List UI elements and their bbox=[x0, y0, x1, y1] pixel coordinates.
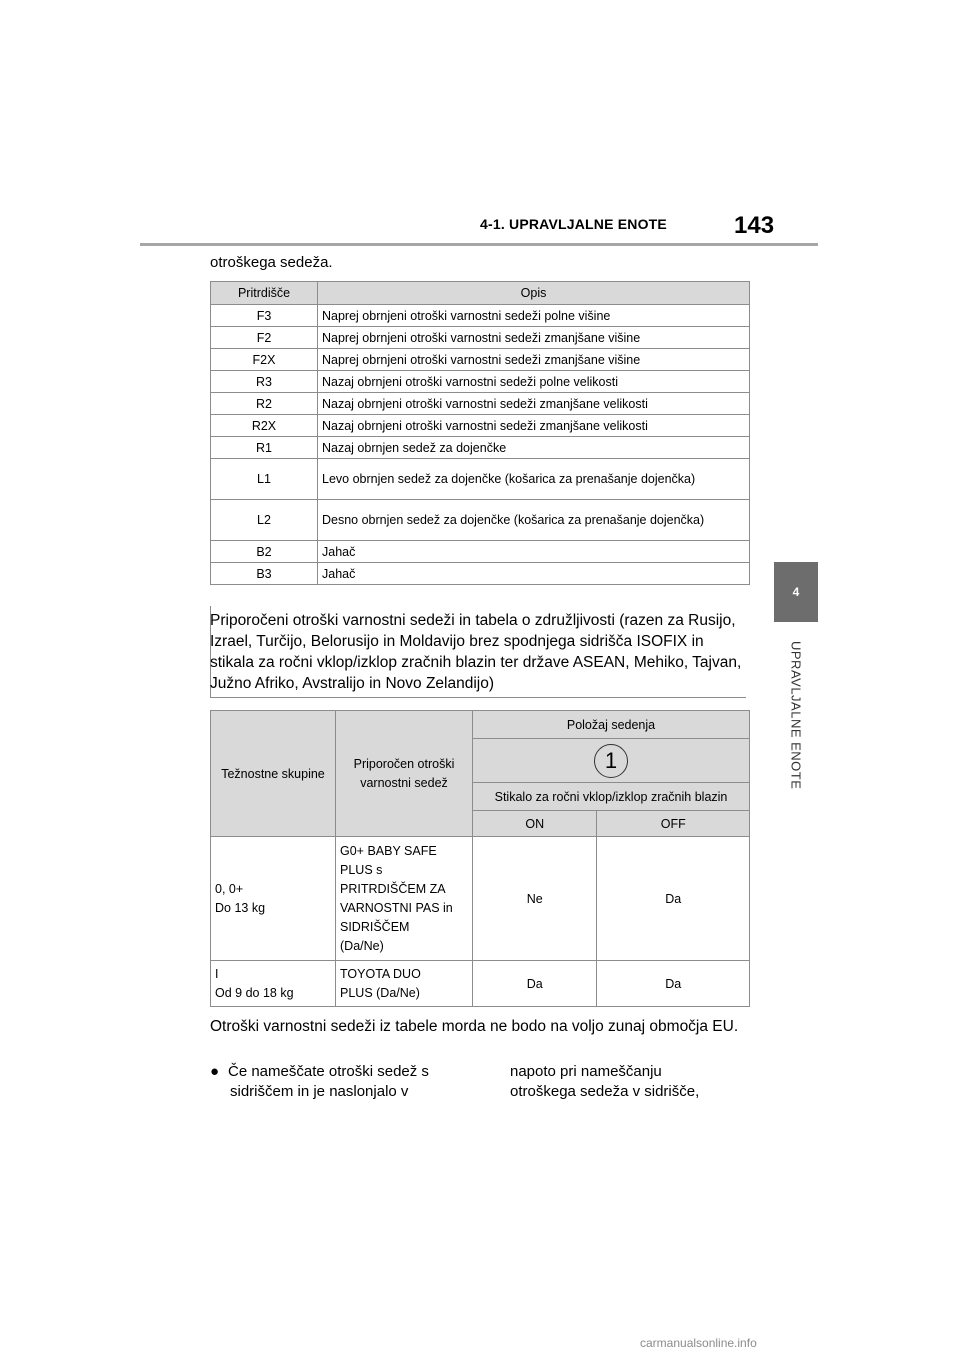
weight-group-class: I bbox=[215, 966, 219, 981]
table-row bbox=[211, 500, 750, 541]
compatibility-caption: Priporočeni otroški varnostni sedeži in tabela o združljivosti (razen za Rusijo, Izrael, Turčijo, Belorusijo in Moldavijo brez spodnjega sidrišča ISOFIX in stikala za ročni vklop/izklop zračnih blazin ter države ASEAN, Mehiko, Tajvan, Južno Afriko, Avstralijo in Novo Zelandijo) bbox=[210, 612, 742, 692]
seat-model-line: SIDRIŠČEM bbox=[340, 919, 410, 934]
seat-model-line: (Da/Ne) bbox=[340, 938, 384, 953]
bullet-column-left bbox=[210, 1062, 490, 1102]
airbag-switch-header: Stikalo za ročni vklop/izklop zračnih blazin bbox=[473, 783, 750, 811]
anchor-description: Nazaj obrnjeni otroški varnostni sedeži zmanjšane velikosti bbox=[318, 393, 750, 415]
seat-model-cell bbox=[336, 961, 473, 1007]
anchor-description: Nazaj obrnjeni otroški varnostni sedeži polne velikosti bbox=[318, 371, 750, 393]
anchor-code: R1 bbox=[211, 437, 318, 459]
anchor-description: Nazaj obrnjeni otroški varnostni sedeži zmanjšane velikosti bbox=[318, 415, 750, 437]
anchor-code: R3 bbox=[211, 371, 318, 393]
weight-group-header: Težnostne skupine bbox=[211, 711, 336, 837]
anchor-table bbox=[210, 281, 750, 585]
intro-text: otroškega sedeža. bbox=[210, 254, 333, 271]
anchor-code: B2 bbox=[211, 541, 318, 563]
compatibility-table bbox=[210, 710, 750, 1007]
table-row bbox=[211, 541, 750, 563]
anchor-code: L1 bbox=[211, 459, 318, 500]
on-value: Da bbox=[473, 961, 597, 1007]
table-row bbox=[211, 711, 750, 739]
weight-group-range: Od 9 do 18 kg bbox=[215, 985, 294, 1000]
anchor-description: Levo obrnjen sedež za dojenčke (košarica za prenašanje dojenčka) bbox=[318, 459, 750, 500]
anchor-code: R2X bbox=[211, 415, 318, 437]
header-rule bbox=[140, 243, 818, 246]
seat-model-line: G0+ BABY SAFE bbox=[340, 843, 437, 858]
anchor-description: Naprej obrnjeni otroški varnostni sedeži zmanjšane višine bbox=[318, 327, 750, 349]
anchor-code: L2 bbox=[211, 500, 318, 541]
anchor-description: Naprej obrnjeni otroški varnostni sedeži zmanjšane višine bbox=[318, 349, 750, 371]
anchor-code: F2X bbox=[211, 349, 318, 371]
anchor-code: F3 bbox=[211, 305, 318, 327]
caption-rule bbox=[210, 697, 746, 698]
weight-group-cell bbox=[211, 961, 336, 1007]
anchor-code: R2 bbox=[211, 393, 318, 415]
description-col-header: Opis bbox=[318, 282, 750, 305]
anchor-description: Jahač bbox=[318, 541, 750, 563]
anchor-description: Naprej obrnjeni otroški varnostni sedeži polne višine bbox=[318, 305, 750, 327]
table-row bbox=[211, 437, 750, 459]
bullet-text: otroškega sedeža v sidrišče, bbox=[510, 1083, 700, 1100]
anchor-code: B3 bbox=[211, 563, 318, 585]
table-row bbox=[211, 961, 750, 1007]
weight-group-class: 0, 0+ bbox=[215, 881, 244, 896]
table-row bbox=[211, 305, 750, 327]
bullet-text: sidriščem in je naslonjalo v bbox=[230, 1083, 409, 1100]
table-row bbox=[211, 393, 750, 415]
section-title: 4-1. UPRAVLJALNE ENOTE bbox=[480, 216, 667, 232]
weight-group-cell bbox=[211, 837, 336, 961]
table-row bbox=[211, 371, 750, 393]
on-value: Ne bbox=[473, 837, 597, 961]
off-value: Da bbox=[597, 837, 750, 961]
seat-model-line: PLUS s bbox=[340, 862, 383, 877]
chapter-tab: 4 bbox=[774, 562, 818, 622]
anchor-table-header bbox=[211, 282, 750, 305]
table-row bbox=[211, 837, 750, 961]
seat-model-line: TOYOTA DUO bbox=[340, 966, 421, 981]
availability-note: Otroški varnostni sedeži iz tabele morda ne bodo na voljo zunaj območja EU. bbox=[210, 1018, 739, 1035]
table-row bbox=[211, 415, 750, 437]
bullet-column-right bbox=[510, 1062, 750, 1102]
chapter-label bbox=[776, 632, 816, 798]
table-row bbox=[211, 327, 750, 349]
table-row bbox=[211, 563, 750, 585]
table-row bbox=[211, 349, 750, 371]
seat-model-line: VARNOSTNI PAS in bbox=[340, 900, 453, 915]
table-row bbox=[211, 459, 750, 500]
on-header: ON bbox=[473, 811, 597, 837]
recommended-seat-header: Priporočen otroški varnostni sedež bbox=[336, 711, 473, 837]
bullet-text: napoto pri nameščanju bbox=[510, 1063, 662, 1080]
anchor-description: Nazaj obrnjen sedež za dojenčke bbox=[318, 437, 750, 459]
position-number-badge: 1 bbox=[594, 744, 628, 778]
seat-model-cell bbox=[336, 837, 473, 961]
anchor-description: Jahač bbox=[318, 563, 750, 585]
position-number-cell bbox=[473, 739, 750, 783]
off-value: Da bbox=[597, 961, 750, 1007]
weight-group-range: Do 13 kg bbox=[215, 900, 266, 915]
bullet-text: Če nameščate otroški sedež s bbox=[228, 1063, 429, 1080]
anchor-code: F2 bbox=[211, 327, 318, 349]
page-number: 143 bbox=[734, 212, 775, 239]
anchor-col-header: Pritrdišče bbox=[211, 282, 318, 305]
watermark: carmanualsonline.info bbox=[640, 1336, 757, 1350]
seating-position-header: Položaj sedenja bbox=[473, 711, 750, 739]
chapter-label-text: UPRAVLJALNE ENOTE bbox=[788, 640, 804, 790]
bullet-icon: ● bbox=[210, 1063, 220, 1080]
seat-model-line: PLUS (Da/Ne) bbox=[340, 985, 420, 1000]
anchor-description: Desno obrnjen sedež za dojenčke (košarica za prenašanje dojenčka) bbox=[318, 500, 750, 541]
off-header: OFF bbox=[597, 811, 750, 837]
seat-model-line: PRITRDIŠČEM ZA bbox=[340, 881, 446, 896]
